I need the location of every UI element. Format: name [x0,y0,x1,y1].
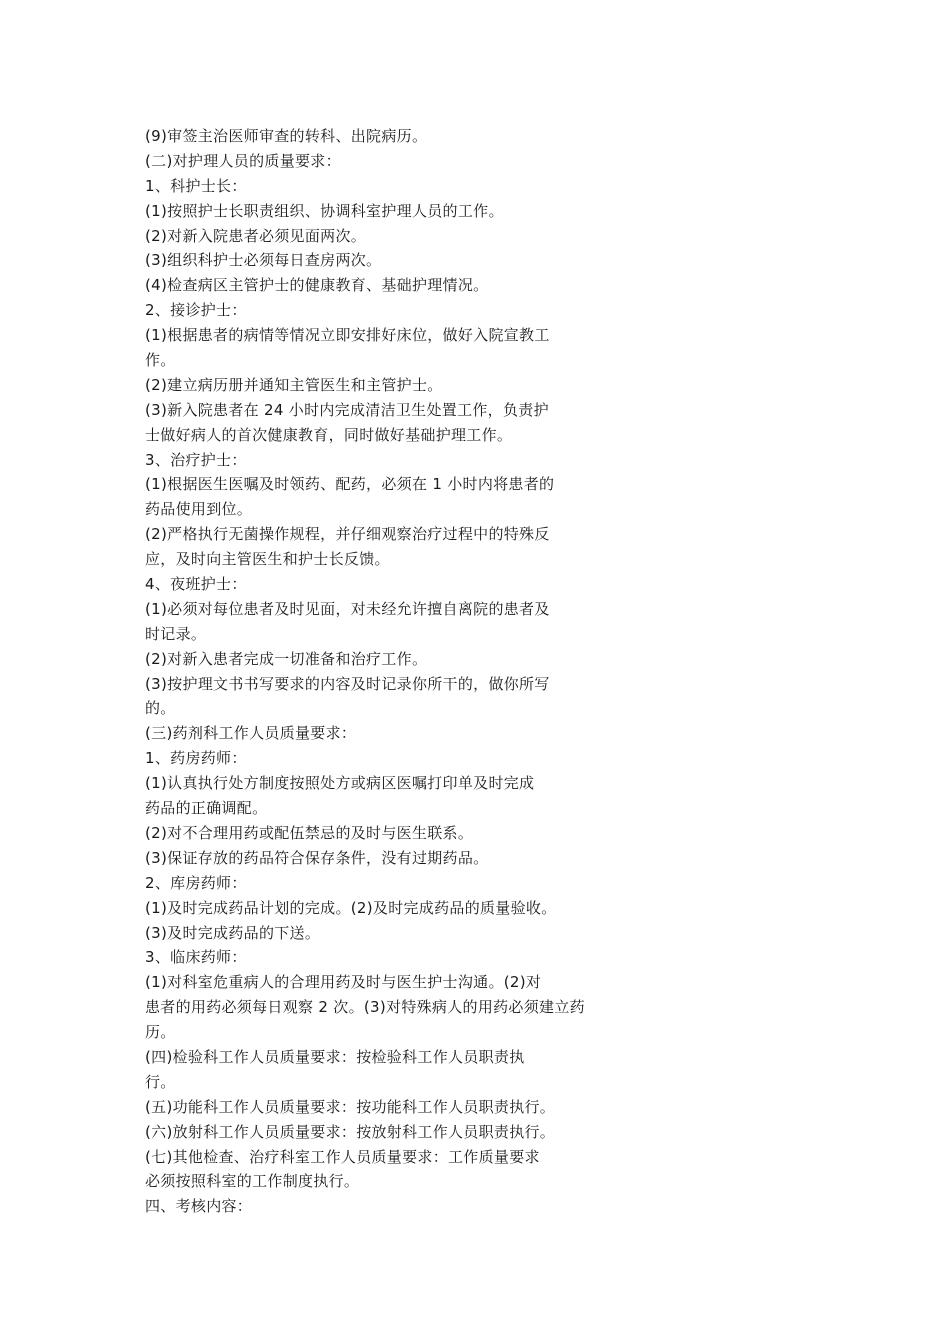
section-heading: (二)对护理人员的质量要求： [145,151,341,170]
text-line: (3)保证存放的药品符合保存条件，没有过期药品。 [145,848,489,867]
subsection-heading: 3、治疗护士： [145,450,247,469]
text-line: (2)对不合理用药或配伍禁忌的及时与医生联系。 [145,823,474,842]
section-heading: (六)放射科工作人员质量要求：按放射科工作人员职责执行。 [145,1122,556,1141]
text-line: 士做好病人的首次健康教育，同时做好基础护理工作。 [145,425,513,444]
text-line: 药品使用到位。 [145,500,253,519]
text-line: (9)审签主治医师审查的转科、出院病历。 [145,127,428,145]
text-line: (4)检查病区主管护士的健康教育、基础护理情况。 [145,276,489,295]
text-line: 药品的正确调配。 [145,799,268,818]
text-line: (1)按照护士长职责组织、协调科室护理人员的工作。 [145,201,504,220]
text-line: 行。 [145,1072,176,1091]
text-line: 应，及时向主管医生和护士长反馈。 [145,550,390,569]
text-line: 时记录。 [145,624,207,643]
text-line: (3)按护理文书书写要求的内容及时记录你所干的，做你所写 [145,674,550,693]
text-line: (1)认真执行处方制度按照处方或病区医嘱打印单及时完成 [145,774,535,793]
text-line: (1)及时完成药品计划的完成。(2)及时完成药品的质量验收。 [145,898,557,917]
section-heading: 四、考核内容： [145,1197,253,1216]
text-line: (1)对科室危重病人的合理用药及时与医生护士沟通。(2)对 [145,973,542,992]
section-heading: (七)其他检查、治疗科室工作人员质量要求：工作质量要求 [145,1147,540,1166]
document-body [145,124,625,1219]
text-line: (2)严格执行无菌操作规程，并仔细观察治疗过程中的特殊反 [145,525,550,544]
subsection-heading: 2、接诊护士： [145,301,247,320]
subsection-heading: 1、科护士长： [145,176,247,195]
section-heading: (四)检验科工作人员质量要求：按检验科工作人员职责执 [145,1047,525,1066]
text-line: (1)根据医生医嘱及时领药、配药，必须在 1 小时内将患者的 [145,475,555,494]
text-line: (2)对新入院患者必须见面两次。 [145,226,367,245]
text-line: (2)建立病历册并通知主管医生和主管护士。 [145,375,443,394]
subsection-heading: 4、夜班护士： [145,575,247,594]
text-line: 必须按照科室的工作制度执行。 [145,1172,360,1191]
text-line: 的。 [145,699,176,718]
text-line: (1)根据患者的病情等情况立即安排好床位，做好入院宣教工 [145,326,550,345]
subsection-heading: 3、临床药师： [145,948,247,967]
text-line: 患者的用药必须每日观察 2 次。(3)对特殊病人的用药必须建立药 [145,998,585,1017]
text-line: (3)新入院患者在 24 小时内完成清洁卫生处置工作，负责护 [145,400,549,419]
subsection-heading: 2、库房药师： [145,873,247,892]
subsection-heading: 1、药房药师： [145,749,247,768]
text-line: 作。 [145,351,176,370]
text-line: (2)对新入患者完成一切准备和治疗工作。 [145,649,428,668]
section-heading: (三)药剂科工作人员质量要求： [145,724,357,743]
section-heading: (五)功能科工作人员质量要求：按功能科工作人员职责执行。 [145,1097,556,1116]
text-line: (3)组织科护士必须每日查房两次。 [145,251,382,270]
text-line: (1)必须对每位患者及时见面，对未经允许擅自离院的患者及 [145,599,550,618]
text-line: (3)及时完成药品的下送。 [145,923,321,942]
text-line: 历。 [145,1023,176,1042]
